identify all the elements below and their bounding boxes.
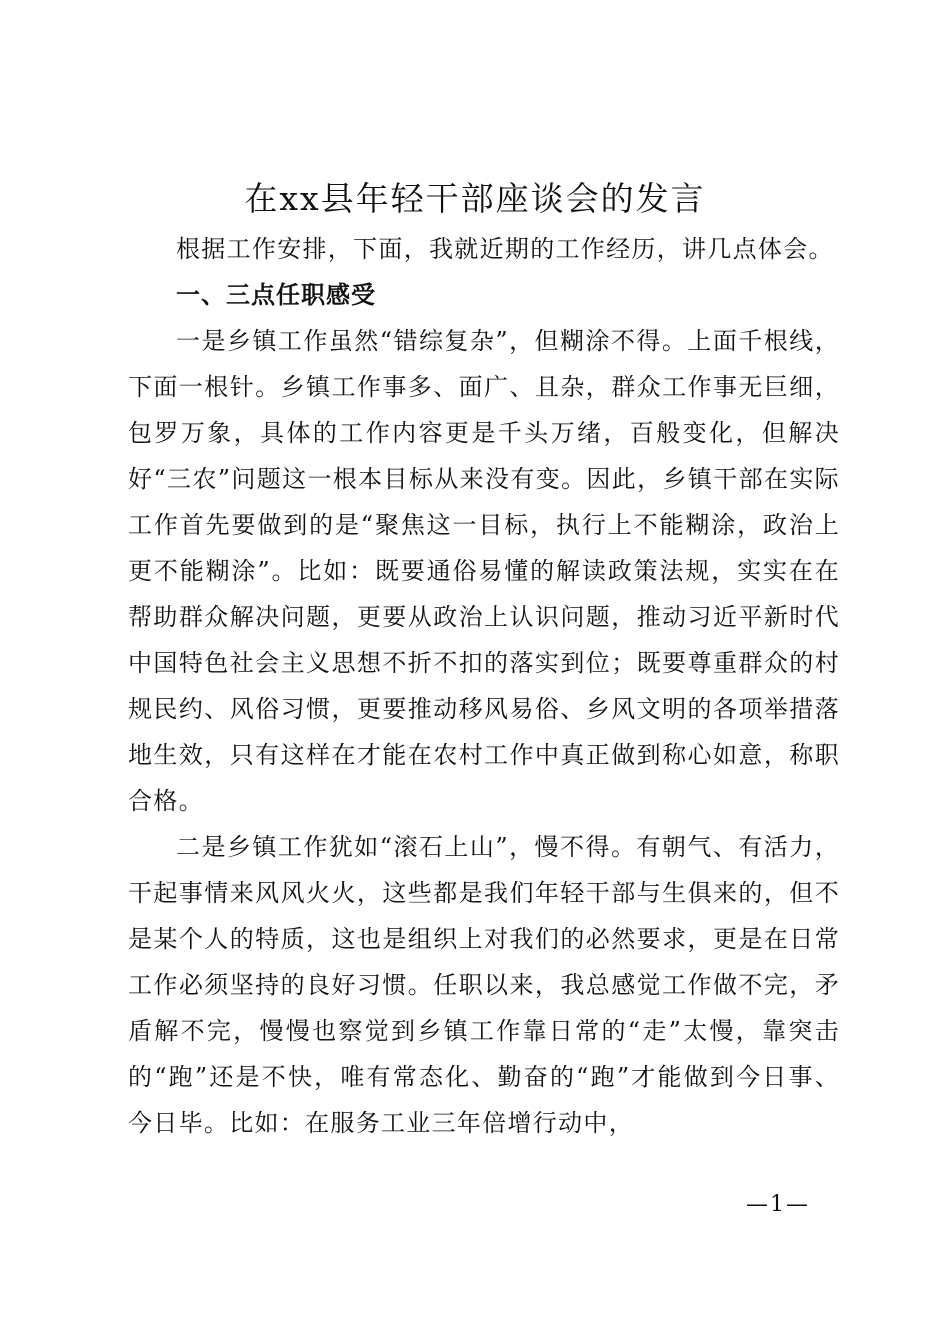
document-body: [128, 226, 840, 1146]
paragraph-second-point: 二是乡镇工作犹如“滚石上山”，慢不得。有朝气、有活力，干起事情来风风火火，这些都是我们年轻干部与生俱来的，但不是某个人的特质，这也是组织上对我们的必然要求，更是在日常工作必须坚持的良好习惯。任职以来，我总感觉工作做不完，矛盾解不完，慢慢也察觉到乡镇工作靠日常的“走”太慢，靠突击的“跑”还是不快，唯有常态化、勤奋的“跑”才能做到今日事、今日毕。比如：在服务工业三年倍增行动中，: [128, 833, 840, 1137]
document-title: 在xx县年轻干部座谈会的发言: [244, 179, 706, 218]
paragraph-first-point: 一是乡镇工作虽然“错综复杂”，但糊涂不得。上面千根线，下面一根针。乡镇工作事多、面广、且杂，群众工作事无巨细，包罗万象，具体的工作内容更是千头万绪，百般变化，但解决好“三农”问题这一根本目标从来没有变。因此，乡镇干部在实际工作首先要做到的是“聚焦这一目标，执行上不能糊涂，政治上更不能糊涂”。比如：既要通俗易懂的解读政策法规，实实在在帮助群众解决问题，更要从政治上认识问题，推动习近平新时代中国特色社会主义思想不折不扣的落实到位；既要尊重群众的村规民约、风俗习惯，更要推动移风易俗、乡风文明的各项举措落地生效，只有这样在才能在农村工作中真正做到称心如意，称职合格。: [128, 327, 840, 815]
page-number: —1—: [746, 1192, 810, 1217]
section-heading: 一、三点任职感受: [176, 281, 376, 309]
intro-paragraph: 根据工作安排，下面，我就近期的工作经历，讲几点体会。: [176, 235, 834, 263]
